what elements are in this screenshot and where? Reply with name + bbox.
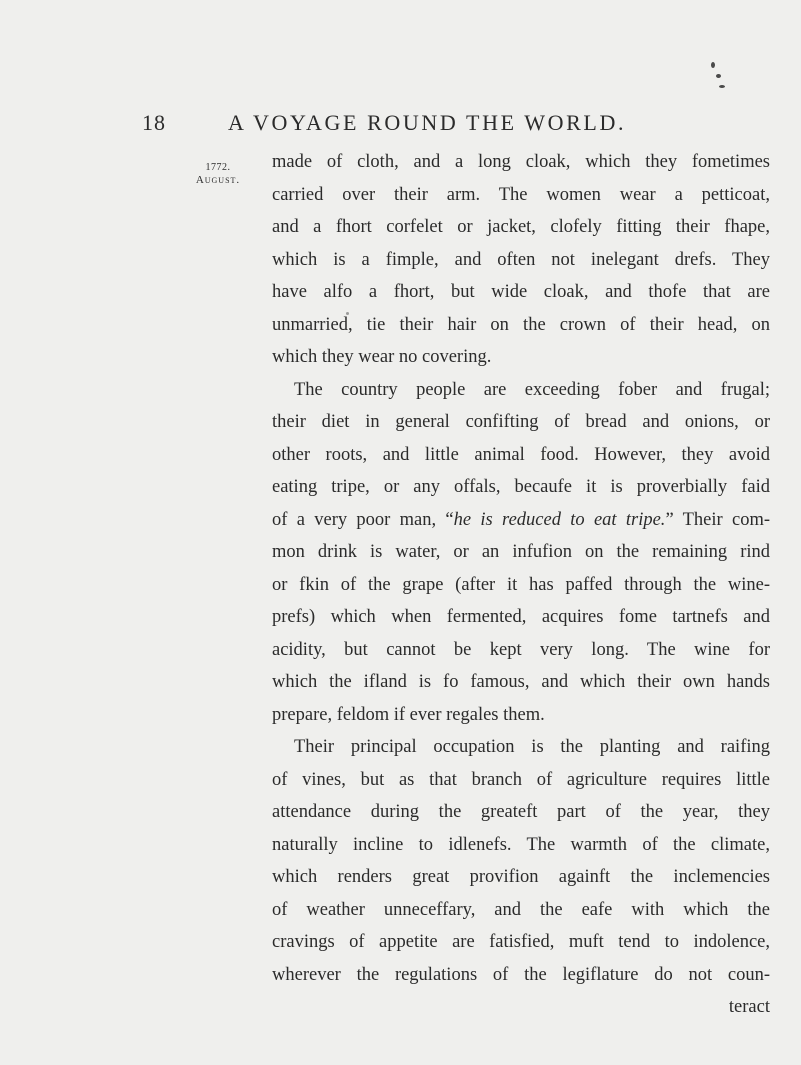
text-line: of weather unneceffary, and the eafe with which the xyxy=(272,899,770,920)
quote-tail: ” Their com- xyxy=(665,509,771,530)
margin-note-year: 1772. xyxy=(205,162,231,173)
text-line: made of cloth, and a long cloak, which they fometimes xyxy=(272,152,770,172)
text-line: attendance during the greateft part of the year, they xyxy=(272,802,770,822)
quote-italic: he is reduced to eat tripe. xyxy=(453,509,666,530)
text-line: carried over their arm. The women wear a petticoat, xyxy=(272,184,770,205)
text-line: cravings of appetite are fatisfied, muft tend to indolence, xyxy=(272,932,770,952)
text-line: acidity, but cannot be kept very long. The wine for xyxy=(272,639,770,660)
text-line: which renders great provifion againft the inclemencies xyxy=(272,867,770,887)
text-line: unmarried, tie their hair on the crown of their head, on xyxy=(272,314,770,335)
paper-speck xyxy=(719,85,725,88)
margin-note-month: August. xyxy=(195,174,241,186)
margin-note xyxy=(170,162,266,186)
text-line: mon drink is water, or an infufion on the remaining rind xyxy=(272,542,770,562)
text-line: The country people are exceeding fober and frugal; xyxy=(294,379,770,400)
paper-speck xyxy=(716,74,721,78)
body-text xyxy=(272,146,770,1024)
text-line: their diet in general confifting of bread and onions, or xyxy=(272,412,770,432)
text-line: eating tripe, or any offals, becaufe it is proverbially faid xyxy=(272,477,770,497)
text-line: which they wear no covering. xyxy=(272,347,492,367)
text-line: have alfo a fhort, but wide cloak, and thofe that are xyxy=(272,282,770,302)
paper-speck xyxy=(711,62,715,68)
text-line: prepare, feldom if ever regales them. xyxy=(272,704,545,725)
quote-lead: of a very poor man, “ xyxy=(272,509,454,530)
text-line: of vines, but as that branch of agriculture requires little xyxy=(272,769,770,790)
text-line: Their principal occupation is the planting and raifing xyxy=(294,737,770,757)
text-line: naturally incline to idlenefs. The warmth of the climate, xyxy=(272,834,770,855)
text-line: other roots, and little animal food. However, they avoid xyxy=(272,444,770,465)
text-line-with-quote xyxy=(272,504,770,537)
page-number: 18 xyxy=(142,110,166,135)
text-line: prefs) which when fermented, acquires fome tartnefs and xyxy=(272,607,770,627)
catchword: teract xyxy=(728,997,770,1017)
text-line: which is a fimple, and often not inelegant drefs. They xyxy=(272,249,770,270)
text-line: which the ifland is fo famous, and which their own hands xyxy=(272,672,770,692)
running-head: A VOYAGE ROUND THE WORLD. xyxy=(228,110,627,135)
text-line: wherever the regulations of the legiflature do not coun- xyxy=(272,964,770,985)
text-line: or fkin of the grape (after it has paffed through the wine- xyxy=(272,574,770,595)
paper-speck xyxy=(346,312,349,315)
text-line: and a fhort corfelet or jacket, clofely fitting their fhape, xyxy=(272,217,770,237)
